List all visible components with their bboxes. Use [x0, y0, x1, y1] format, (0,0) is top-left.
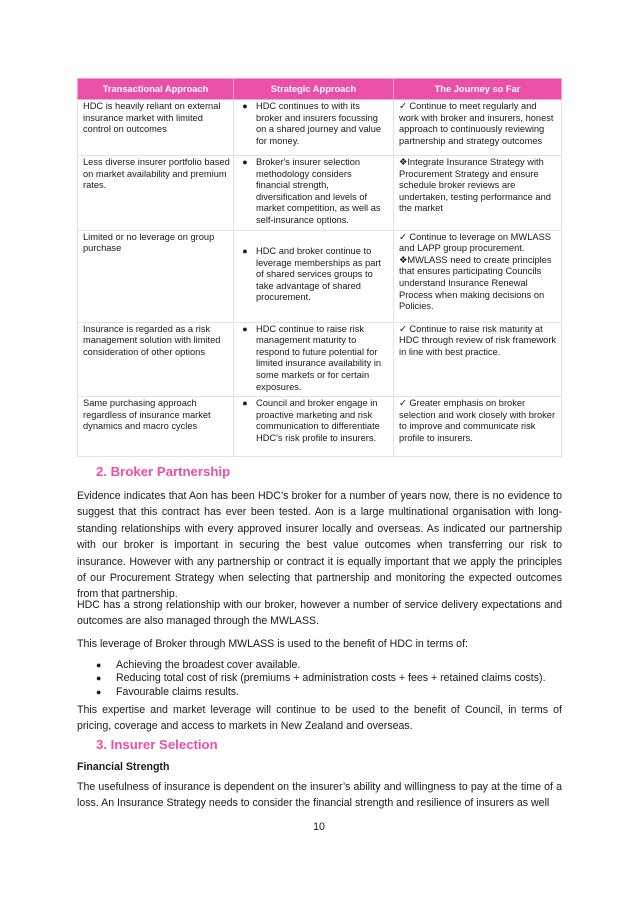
transactional-cell: Limited or no leverage on group purchase — [78, 230, 234, 322]
bullet-icon: ● — [242, 157, 248, 167]
journey-text: ❖MWLASS need to create principles that ensures participating Councils understand Insurance Renewal Process when making decisions on Policies. — [399, 254, 552, 312]
bullet-icon: ● — [96, 660, 102, 670]
journey-cell — [394, 230, 562, 322]
broker-paragraph-3: This leverage of Broker through MWLASS is used to the benefit of HDC in terms of: — [77, 638, 468, 650]
bullet-icon: ● — [96, 673, 102, 684]
journey-cell — [394, 397, 562, 457]
journey-text: ✓ Continue to meet regularly and work with broker and insurers, honest approach to continuously reviewing partnership and strategy outcomes — [399, 101, 554, 146]
journey-cell — [394, 322, 562, 397]
list-item: ● Achieving the broadest cover available. — [96, 659, 301, 671]
broker-paragraph-2: HDC has a strong relationship with our broker, however a number of service delivery expectations and outcomes are also managed through the MWLASS. — [77, 599, 562, 628]
header-strategic: Strategic Approach — [234, 79, 394, 100]
bullet-icon: ● — [96, 686, 102, 697]
transactional-cell: Insurance is regarded as a risk management solution with limited consideration of other options — [78, 322, 234, 397]
section-heading-broker-partnership: 2. Broker Partnership — [96, 464, 231, 479]
strategic-cell — [234, 230, 394, 322]
subheading-financial-strength: Financial Strength — [77, 761, 170, 773]
table-row — [78, 397, 562, 457]
strategic-text: Council and broker engage in proactive marketing and risk communication to differentiate HDC's risk profile to insurers. — [256, 398, 380, 443]
list-item: ● Favourable claims results. — [96, 685, 240, 698]
journey-text: ❖Integrate Insurance Strategy with Procurement Strategy and ensure schedule broker reviews are undertaken, testing performance and the market — [399, 157, 551, 214]
table-row — [78, 322, 562, 397]
journey-cell — [394, 100, 562, 156]
broker-paragraph-1: Evidence indicates that Aon has been HDC’s broker for a number of years now, there is no evidence to suggest that this contract has ever been tested. Aon is a large multinational organisation with long-standing relationships with every approved insurer locally and overseas. As indicated our partnership with our broker is important in securing the best value outcomes when transferring our risk to insurance. However with any partnership or contract it is equally important that we apply the principles of our Procurement Strategy when selecting that partnership and monitoring the expected outcomes from that partnership. — [77, 490, 562, 601]
list-item: ● Reducing total cost of risk (premiums + administration costs + fees + retained claims costs). — [96, 672, 546, 685]
transactional-cell: Less diverse insurer portfolio based on market availability and premium rates. — [78, 156, 234, 231]
strategic-text: HDC and broker continue to leverage memberships as part of shared services groups to take advantage of shared procurement. — [256, 246, 382, 303]
table-row — [78, 100, 562, 156]
journey-text: ✓ Greater emphasis on broker selection and work closely with broker to improve and communicate risk profile to insurers. — [399, 398, 556, 443]
journey-text: ✓ Continue to raise risk maturity at HDC through review of risk framework in line with best practice. — [399, 323, 557, 357]
journey-text: ✓ Continue to leverage on MWLASS and LAPP group procurement. — [399, 231, 551, 254]
strategic-cell — [234, 322, 394, 397]
insurer-paragraph-1: The usefulness of insurance is dependent on the insurer’s ability and willingness to pay at the time of a loss. An Insurance Strategy needs to consider the financial strength and resilience of insurers as well — [77, 781, 562, 810]
header-transactional: Transactional Approach — [78, 79, 234, 100]
strategic-cell — [234, 156, 394, 231]
bullet-icon: ● — [242, 323, 248, 334]
bullet-icon: ● — [242, 398, 248, 409]
bullet-icon: ● — [242, 246, 248, 257]
strategic-text: HDC continues to with its broker and insurers focussing on a shared journey and value for money. — [256, 101, 382, 146]
table-header-row — [78, 79, 562, 100]
transactional-cell: Same purchasing approach regardless of insurance market dynamics and macro cycles — [78, 397, 234, 457]
transactional-cell: HDC is heavily reliant on external insurance market with limited control on outcomes — [78, 100, 234, 156]
journey-cell — [394, 156, 562, 231]
broker-paragraph-4: This expertise and market leverage will continue to be used to the benefit of Council, in terms of pricing, coverage and access to markets in New Zealand and overseas. — [77, 704, 562, 733]
table-row — [78, 156, 562, 231]
strategic-cell — [234, 100, 394, 156]
strategic-text: HDC continue to raise risk management maturity to respond to future potential for limited insurance availability in some markets or for certain exposures. — [256, 323, 382, 392]
table-row — [78, 230, 562, 322]
strategic-cell — [234, 397, 394, 457]
section-heading-insurer-selection: 3. Insurer Selection — [96, 737, 218, 752]
strategic-text: Broker's insurer selection methodology considers financial strength, diversification and levels of market competition, as well as self-insurance options. — [256, 157, 381, 225]
broker-benefits-list — [96, 659, 566, 699]
page-number: 10 — [313, 821, 325, 833]
insurance-approach-table — [77, 78, 562, 457]
header-journey: The Journey so Far — [394, 79, 562, 100]
bullet-icon: ● — [242, 101, 248, 111]
